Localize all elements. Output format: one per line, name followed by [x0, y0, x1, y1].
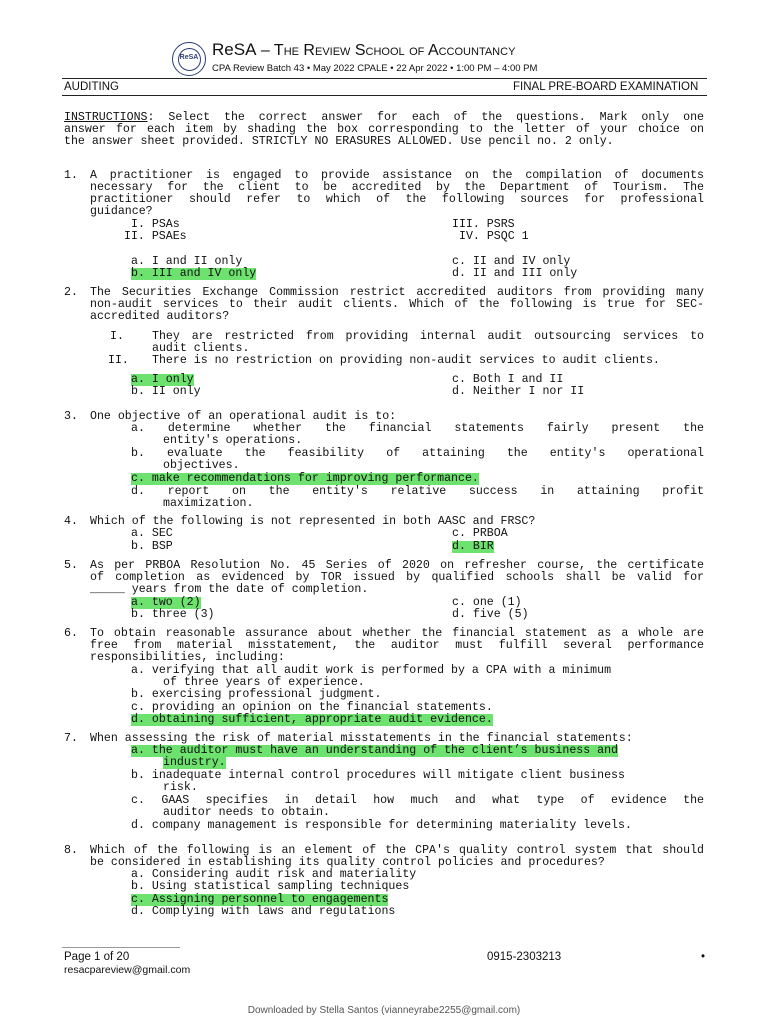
- q1-choice-c: c. II and IV only: [452, 255, 571, 268]
- q3-choice-a-1: a. determine whether the financial statements fairly present the: [131, 422, 704, 435]
- q5-choice-a-answer: a. two (2): [131, 596, 201, 609]
- q8-stem-1: Which of the following is an element of the CPA's quality control system that should: [90, 844, 704, 857]
- footer-rule: [62, 947, 180, 948]
- q8-choice-b: b. Using statistical sampling techniques: [131, 880, 410, 893]
- q7-choice-c-1: c. GAAS specifies in detail how much and what type of evidence the: [131, 794, 704, 807]
- instructions-text-1: : Select the correct answer for each of the questions. Mark only one: [147, 111, 704, 124]
- header-rule-top: [62, 78, 707, 79]
- q6-stem-1: To obtain reasonable assurance about whether the financial statement as a whole are: [90, 627, 704, 640]
- school-title: [212, 40, 515, 60]
- download-notice: Downloaded by Stella Santos (vianneyrabe2255@gmail.com): [247, 1005, 521, 1016]
- q8-choice-c-answer: c. Assigning personnel to engagements: [131, 893, 389, 906]
- q6-choice-c: c. providing an opinion on the financial statements.: [131, 701, 493, 714]
- subject-label: AUDITING: [64, 81, 119, 93]
- logo-text: ReSA: [179, 54, 199, 61]
- q3-choice-c-answer: c. make recommendations for improving performance.: [131, 472, 479, 485]
- q8-number: 8.: [64, 844, 78, 857]
- q1-stem-2: necessary for the client to be accredited by the Department of Tourism. The: [90, 181, 704, 194]
- exam-label: FINAL PRE-BOARD EXAMINATION: [513, 81, 699, 93]
- q1-roman-3: III. PSRS: [452, 218, 515, 231]
- q2-number: 2.: [64, 286, 78, 299]
- q7-choice-b-2: risk.: [163, 781, 198, 794]
- q3-number: 3.: [64, 410, 78, 423]
- resa-logo: [172, 42, 206, 76]
- q3-stem-1: One objective of an operational audit is to:: [90, 410, 397, 423]
- footer-bullet: •: [701, 951, 706, 963]
- q8-stem-2: be considered in establishing its quality control policies and procedures?: [90, 856, 605, 869]
- q1-roman-2: II. PSAEs: [124, 230, 187, 243]
- exam-subtitle: CPA Review Batch 43 • May 2022 CPALE • 22 Apr 2022 • 1:00 PM – 4:00 PM: [212, 63, 538, 74]
- q5-stem-2: of completion as evidenced by TOR issued by qualified schools shall be valid for: [90, 571, 704, 584]
- q8-choice-a: a. Considering audit risk and materiality: [131, 868, 417, 881]
- q6-choice-b: b. exercising professional judgment.: [131, 688, 382, 701]
- q1-roman-4: IV. PSQC 1: [459, 230, 529, 243]
- q6-choice-a-1: a. verifying that all audit work is performed by a CPA with a minimum: [131, 664, 612, 677]
- q4-choice-d-answer: d. BIR: [452, 540, 494, 553]
- q6-choice-d-answer: d. obtaining sufficient, appropriate audit evidence.: [131, 713, 493, 726]
- q1-stem-1: A practitioner is engaged to provide assistance on the compilation of documents: [90, 169, 704, 182]
- q4-choice-a: a. SEC: [131, 527, 173, 540]
- page-number: Page 1 of 20: [64, 951, 130, 963]
- q3-choice-d-2: maximization.: [163, 497, 254, 510]
- q5-choice-c: c. one (1): [452, 596, 522, 609]
- q7-number: 7.: [64, 732, 78, 745]
- q1-choice-b-answer: b. III and IV only: [131, 267, 257, 280]
- q1-roman-1: I. PSAs: [131, 218, 180, 231]
- q4-stem-1: Which of the following is not represented in both AASC and FRSC?: [90, 515, 536, 528]
- q2-roman-1: I.: [110, 330, 124, 343]
- q5-choice-d: d. five (5): [452, 608, 529, 621]
- q6-number: 6.: [64, 627, 78, 640]
- q5-choice-b: b. three (3): [131, 608, 215, 621]
- q2-stem-3: accredited auditors?: [90, 310, 230, 323]
- q7-stem-1: When assessing the risk of material misstatements in the financial statements:: [90, 732, 633, 745]
- q2-choice-c: c. Both I and II: [452, 373, 564, 386]
- q2-stem-2: non-audit services to their audit clients. Which of the following is true for SEC-: [90, 298, 704, 311]
- q5-stem-1: As per PRBOA Resolution No. 45 Series of 2020 on refresher course, the certificate: [90, 559, 704, 572]
- q2-roman-2: II.: [108, 354, 129, 367]
- q1-number: 1.: [64, 169, 78, 182]
- footer-email: resacpareview@gmail.com: [64, 964, 191, 976]
- footer-phone: 0915-2303213: [487, 951, 562, 963]
- q3-choice-d-1: d. report on the entity's relative success in attaining profit: [131, 485, 704, 498]
- q2-choice-a-answer: a. I only: [131, 373, 194, 386]
- q2-statement-1b: audit clients.: [152, 342, 250, 355]
- q4-choice-b: b. BSP: [131, 540, 173, 553]
- q2-choice-b: b. II only: [131, 385, 201, 398]
- q7-choice-c-2: auditor needs to obtain.: [163, 806, 330, 819]
- instructions-label: INSTRUCTIONS: [64, 111, 148, 124]
- instructions-line-3: the answer sheet provided. STRICTLY NO ERASURES ALLOWED. Use pencil no. 2 only.: [64, 135, 614, 148]
- q4-number: 4.: [64, 515, 78, 528]
- instructions-line-2: answer for each item by shading the box corresponding to the letter of your choice on: [64, 123, 704, 136]
- q8-choice-d: d. Complying with laws and regulations: [131, 905, 396, 918]
- q6-stem-3: responsibilities, including:: [90, 651, 285, 664]
- title-brand: ReSA: [212, 40, 257, 59]
- q1-stem-3: practitioner should refer to which of the following sources for professional: [90, 193, 704, 206]
- q1-choice-d: d. II and III only: [452, 267, 578, 280]
- q6-choice-a-2: of three years of experience.: [163, 676, 365, 689]
- q6-stem-2: free from material misstatement, the auditor must fulfill several performance: [90, 639, 704, 652]
- q7-choice-b-1: b. inadequate internal control procedures will mitigate client business: [131, 769, 625, 782]
- q7-choice-a-1-answer: a. the auditor must have an understanding of the client’s business and: [131, 744, 619, 757]
- q5-stem-3: _____ years from the date of completion.: [90, 583, 369, 596]
- q2-stem-1: The Securities Exchange Commission restrict accredited auditors from providing many: [90, 286, 704, 299]
- title-rest: – The Review School of Accountancy: [256, 42, 516, 59]
- q3-choice-b-2: objectives.: [163, 459, 240, 472]
- q3-choice-a-2: entity's operations.: [163, 434, 303, 447]
- q2-statement-2: There is no restriction on providing non-audit services to audit clients.: [152, 354, 660, 367]
- q7-choice-a-2-answer: industry.: [163, 756, 226, 769]
- header-rule-bottom: [62, 95, 707, 96]
- q1-stem-4: guidance?: [90, 205, 153, 218]
- q2-choice-d: d. Neither I nor II: [452, 385, 585, 398]
- q4-choice-c: c. PRBOA: [452, 527, 508, 540]
- q3-choice-b-1: b. evaluate the feasibility of attaining the entity's operational: [131, 447, 704, 460]
- q1-choice-a: a. I and II only: [131, 255, 243, 268]
- q5-number: 5.: [64, 559, 78, 572]
- q7-choice-d: d. company management is responsible for determining materiality levels.: [131, 819, 632, 832]
- q2-statement-1a: They are restricted from providing internal audit outsourcing services to: [152, 330, 704, 343]
